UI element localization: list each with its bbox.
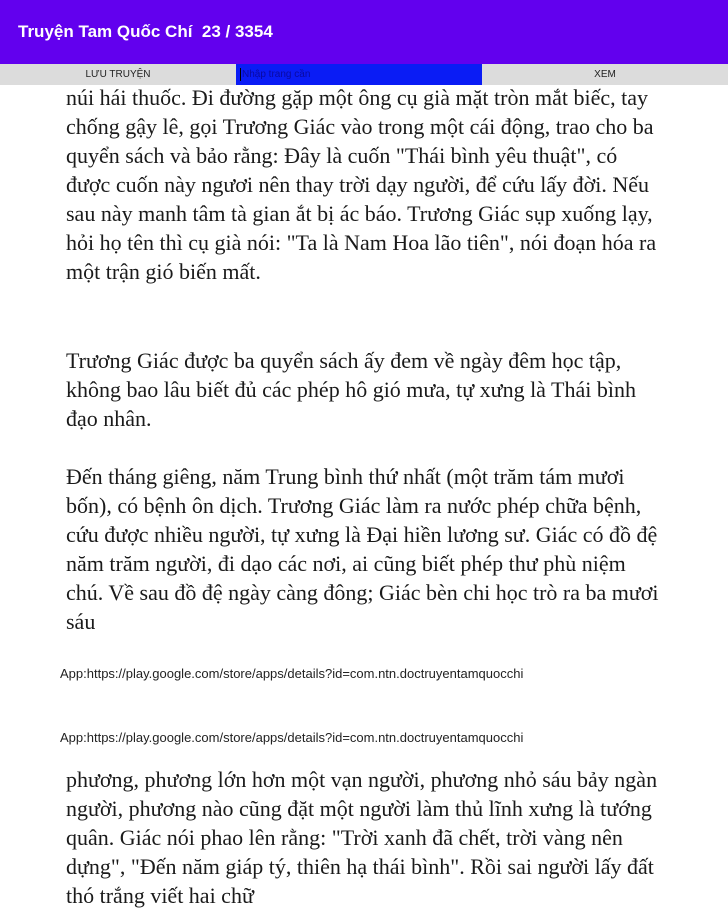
story-paragraph-4: [66, 765, 666, 910]
story-paragraph-2: [66, 346, 666, 433]
text-cursor: [240, 68, 241, 81]
story-text: phương, phương lớn hơn một vạn người, phương nhỏ sáu bảy ngàn người, phương nào cũng đặt một người làm thủ lĩnh xưng là tướng quân. Giác nói phao lên rằng: "Trời xanh đã chết, trời vàng nên dựng", "Đến năm giáp tý, thiên hạ thái bình". Rồi sai người lấy đất thó trắng viết hai chữ: [66, 767, 658, 908]
page-number-input[interactable]: [236, 64, 482, 85]
app-title: Truyện Tam Quốc Chí 23 / 3354: [18, 22, 273, 41]
app-store-link[interactable]: App:https://play.google.com/store/apps/details?id=com.ntn.doctruyentamquocchi: [60, 666, 524, 681]
toolbar: [0, 64, 728, 85]
story-paragraph-3: [66, 462, 666, 636]
save-story-button[interactable]: LƯU TRUYỆN: [85, 69, 151, 80]
app-store-link[interactable]: App:https://play.google.com/store/apps/details?id=com.ntn.doctruyentamquocchi: [60, 730, 524, 745]
page-number-placeholder: Nhập trang cần: [242, 69, 311, 80]
app-bar: [0, 0, 728, 64]
story-paragraph-1: [66, 83, 666, 286]
story-text: Đến tháng giêng, năm Trung bình thứ nhất (một trăm tám mươi bốn), có bệnh ôn dịch. Trương Giác làm ra nước phép chữa bệnh, cứu được nhiều người, tự xưng là Đại hiền lương sư. Giác có đồ đệ năm trăm người, đi dạo các nơi, ai cũng biết phép thư phù niệm chú. Về sau đồ đệ ngày càng đông; Giác bèn chi học trò ra ba mươi sáu: [66, 464, 659, 634]
story-text: núi hái thuốc. Đi đường gặp một ông cụ già mặt tròn mắt biếc, tay chống gậy lê, gọi Trương Giác vào trong một cái động, trao cho ba quyển sách và bảo rằng: Đây là cuốn "Thái bình yêu thuật", có được cuốn này ngươi nên thay trời dạy người, để cứu lấy đời. Nếu sau này manh tâm tà gian ắt bị ác báo. Trương Giác sụp xuống lạy, hỏi họ tên thì cụ già nói: "Ta là Nam Hoa lão tiên", nói đoạn hóa ra một trận gió biến mất.: [66, 85, 657, 284]
view-button[interactable]: XEM: [594, 69, 616, 80]
story-text: Trương Giác được ba quyển sách ấy đem về ngày đêm học tập, không bao lâu biết đủ các phép hô gió mưa, tự xưng là Thái bình đạo nhân.: [66, 348, 636, 431]
